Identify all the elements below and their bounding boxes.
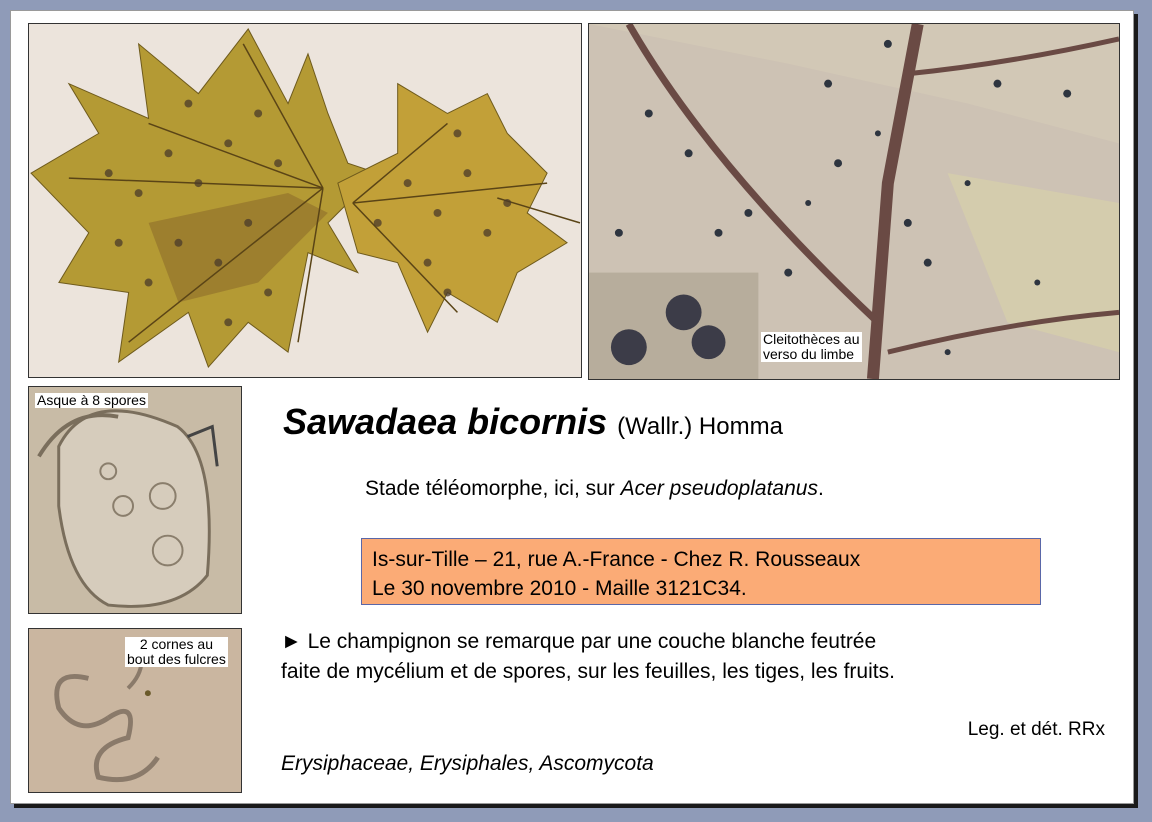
taxonomy: Erysiphaceae, Erysiphales, Ascomycota (281, 752, 654, 775)
location-box (361, 538, 1041, 605)
leaf-photo (28, 23, 582, 378)
location-line-2: Le 30 novembre 2010 - Maille 3121C34. (372, 577, 747, 600)
ascus-caption: Asque à 8 spores (37, 392, 146, 408)
species-title (283, 401, 783, 443)
fulcres-photo (28, 628, 242, 793)
location-line-1: Is-sur-Tille – 21, rue A.-France - Chez R. Rousseaux (372, 548, 861, 571)
ascus-photo (28, 386, 242, 614)
credit: Leg. et dét. RRx (967, 719, 1105, 740)
slide (10, 10, 1134, 804)
fulcres-caption: 2 cornes au bout des fulcres (127, 636, 226, 667)
macro-caption: Cleitothèces au verso du limbe (763, 331, 860, 362)
stade-line: Stade téléomorphe, ici, sur Acer pseudoplatanus. (365, 477, 824, 500)
species-authority: (Wallr.) Homma (617, 413, 783, 440)
cleistothecia-photo (588, 23, 1120, 380)
description: ► Le champignon se remarque par une couche blanche feutrée faite de mycélium et de spores, sur les feuilles, les tiges, les fruits. (281, 630, 895, 683)
host-name: Acer pseudoplatanus (620, 477, 818, 500)
species-name: Sawadaea bicornis (283, 401, 608, 442)
